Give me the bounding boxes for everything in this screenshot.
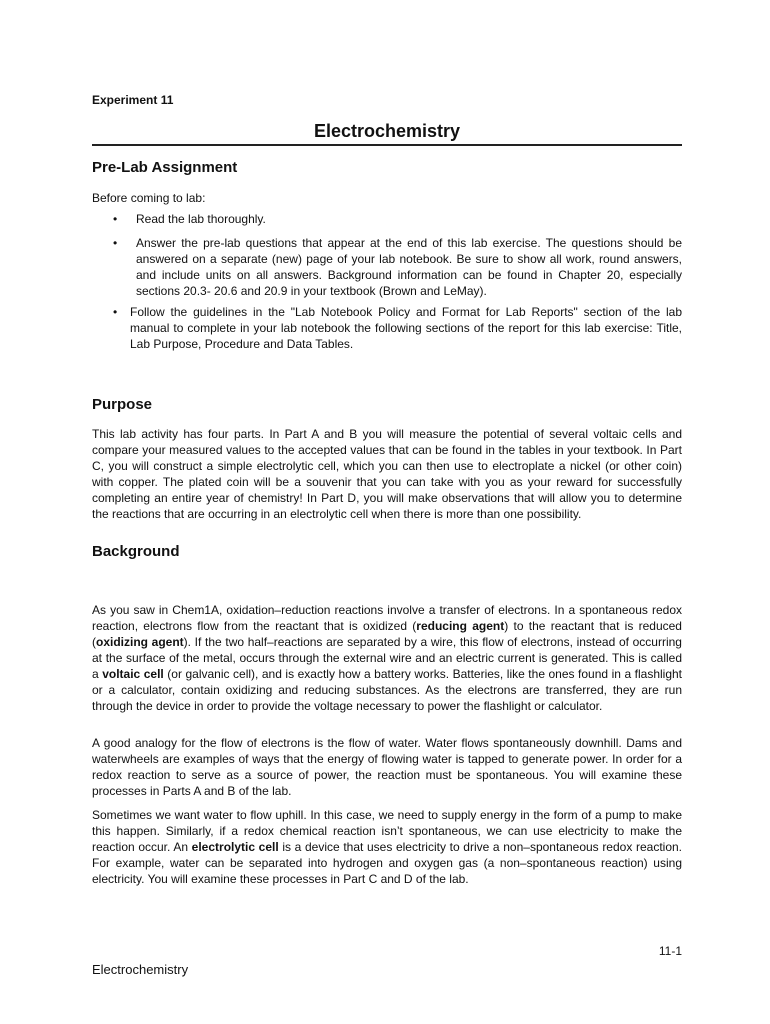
prelab-heading: Pre-Lab Assignment [92, 159, 238, 176]
bullet-dot-icon: • [113, 305, 118, 319]
background-paragraph-2: A good analogy for the flow of electrons is the flow of water. Water flows spontaneously downhill. Dams and waterwheels are examples of ways that the energy of flowing water is tapped to generate power. In order for a redox reaction to serve as a source of power, the reaction must be spontaneous. You will examine these processes in Parts A and B of the lab. [92, 736, 682, 798]
background-paragraph-1 [92, 602, 682, 714]
background-paragraph-3 [92, 807, 682, 887]
prelab-bullet-2 [113, 235, 682, 299]
experiment-label: Experiment 11 [92, 93, 174, 107]
background-heading: Background [92, 543, 180, 560]
footer-label: Electrochemistry [92, 962, 189, 977]
paragraph-text: ). If the two half–reactions are separated by a wire, this flow of electrons, instead of occurring at the surface of the metal, occurs through the external wire and an electric current is generated. This is called a [92, 635, 682, 681]
paragraph-text: (or galvanic cell), and is exactly how a battery works. Batteries, like the ones found in a flashlight or a calculator, contain oxidizing and reducing substances. As the electrons are transferred, they are run through the device in order to provide the voltage necessary to power the flashlight or calculator. [92, 667, 683, 713]
page-number: 11-1 [658, 944, 682, 958]
page-title: Electrochemistry [313, 121, 461, 141]
bullet-dot-icon: • [113, 212, 118, 226]
paragraph-text: Sometimes we want water to flow uphill. In this case, we need to supply energy in the form of a pump to make this happen. Similarly, if a redox chemical reaction isn’t spontaneous, we can use electricity to make the reaction occur. An [92, 808, 682, 854]
prelab-bullet-1 [113, 211, 682, 227]
prelab-bullet-3 [113, 304, 682, 352]
prelab-bullet-text: Answer the pre-lab questions that appear at the end of this lab exercise. The questions should be answered on a separate (new) page of your lab notebook. Be sure to show all work, round answers, and include units on all answers. Background information can be found in Chapter 20, especially sections 20.3- 20.6 and 20.9 in your textbook (Brown and LeMay). [136, 236, 682, 298]
paragraph-text: is a device that uses electricity to drive a non–spontaneous redox reaction. For example, water can be separated into hydrogen and oxygen gas (a non–spontaneous reaction) using electricity. You will examine these processes in Part C and D of the lab. [92, 840, 683, 886]
paragraph-text: ) to the reactant that is reduced ( [92, 619, 682, 649]
paragraph-text: As you saw in Chem1A, oxidation–reduction reactions involve a transfer of electrons. In a spontaneous redox reaction, electrons flow from the reactant that is oxidized ( [92, 603, 682, 633]
term-voltaic-cell: voltaic cell [102, 667, 164, 681]
purpose-heading: Purpose [92, 396, 153, 413]
term-oxidizing-agent: oxidizing agent [96, 635, 184, 649]
prelab-intro: Before coming to lab: [92, 191, 206, 205]
purpose-paragraph: This lab activity has four parts. In Part A and B you will measure the potential of several voltaic cells and compare your measured values to the accepted values that can be found in the tables in your textbook. In Part C, you will construct a simple electrolytic cell, which you can then use to electroplate a nickel (or other coin) with copper. The plated coin will be a souvenir that you can take with you as your reward for successfully completing an entire year of chemistry! In Part D, you will make observations that will allow you to determine the reactions that are occurring in an electrolytic cell when there is more than one possibility. [92, 427, 682, 521]
term-reducing-agent: reducing agent [416, 619, 505, 633]
prelab-bullet-text: Read the lab thoroughly. [136, 212, 266, 226]
prelab-bullet-text: Follow the guidelines in the "Lab Notebook Policy and Format for Lab Reports" section of the lab manual to complete in your lab notebook the following sections of the report for this lab exercise: Title, Lab Purpose, Procedure and Data Tables. [130, 305, 682, 351]
bullet-dot-icon: • [113, 236, 118, 250]
term-electrolytic-cell: electrolytic cell [191, 840, 279, 854]
title-divider [92, 144, 682, 146]
